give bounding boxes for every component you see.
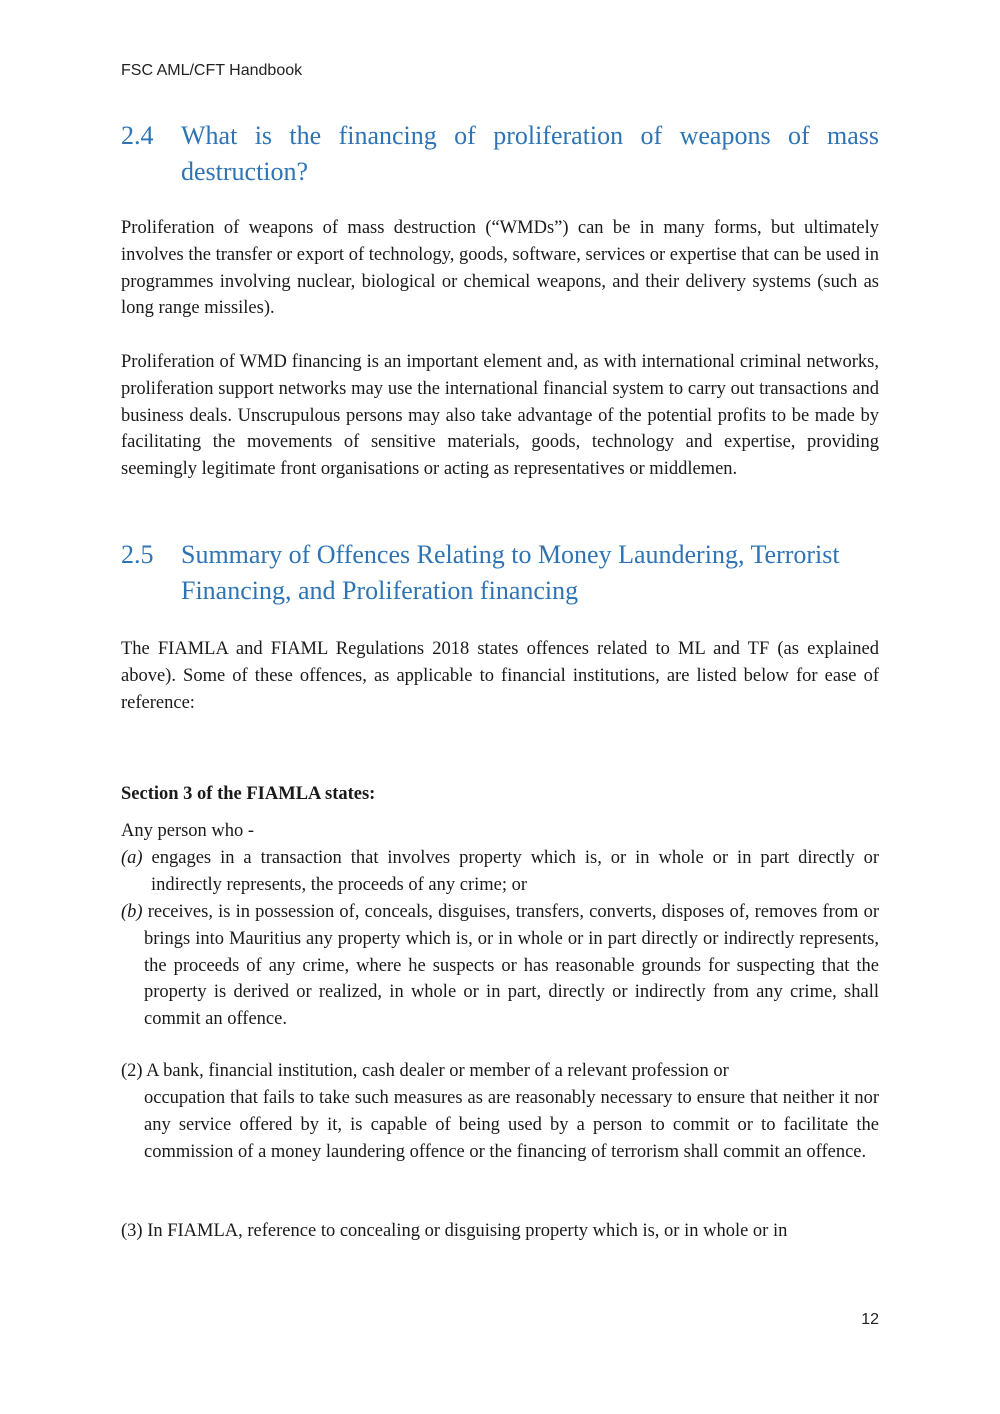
fiamla-section-heading: Section 3 of the FIAMLA states:: [121, 784, 376, 804]
fiamla-subsection-3: (3) In FIAMLA, reference to concealing or disguising property which is, or in whole or in: [121, 1221, 788, 1241]
item-label: (b): [121, 902, 143, 922]
item-text: engages in a transaction that involves property which is, or in whole or in part directly or indirectly represents, the proceeds of any crime; or: [142, 848, 879, 895]
fiamla-item-a: [121, 845, 879, 899]
page-number: 12: [861, 1311, 879, 1328]
section-number: 2.4: [121, 121, 154, 150]
fiamla-item-b: [121, 899, 879, 1033]
paragraph-wmd-financing: Proliferation of WMD financing is an important element and, as with international criminal networks, proliferation support networks may use the international financial system to carry out transactions and business deals. Unscrupulous persons may also take advantage of the potential profits to be made by facilitating the movements of sensitive materials, goods, technology and expertise, providing seemingly legitimate front organisations or acting as representatives or middlemen.: [121, 352, 879, 480]
section-heading-2-4: [121, 118, 879, 190]
paragraph-offences-intro: The FIAMLA and FIAML Regulations 2018 states offences related to ML and TF (as explained above). Some of these offences, as applicable to financial institutions, are listed below for ease of reference:: [121, 639, 879, 713]
section-title: Summary of Offences Relating to Money Laundering, Terrorist Financing, and Proliferation financing: [181, 540, 840, 605]
running-header: FSC AML/CFT Handbook: [121, 62, 303, 79]
section-heading-2-5: [121, 537, 879, 609]
section-number: 2.5: [121, 540, 154, 569]
item-label: (a): [121, 848, 143, 868]
paragraph-wmd-definition: Proliferation of weapons of mass destruction (“WMDs”) can be in many forms, but ultimately involves the transfer or export of technology, goods, software, services or expertise that can be used in programmes involving nuclear, biological or chemical weapons, and their delivery systems (such as long range missiles).: [121, 218, 879, 319]
fiamla-lead: Any person who -: [121, 821, 255, 841]
section-title: What is the financing of proliferation of weapons of mass destruction?: [181, 121, 879, 186]
fiamla-subsection-2-first-line: (2) A bank, financial institution, cash dealer or member of a relevant profession or: [121, 1061, 729, 1081]
item-text: receives, is in possession of, conceals, disguises, transfers, converts, disposes of, removes from or brings into Mauritius any property which is, or in whole or in part directly or indirectly represents, the proceeds of any crime, where he suspects or has reasonable grounds for suspecting that the property is derived or realized, in whole or in part, directly or indirectly from any crime, shall commit an offence.: [142, 902, 879, 1030]
fiamla-subsection-2-text: occupation that fails to take such measures as are reasonably necessary to ensure that neither it nor any service offered by it, is capable of being used by a person to commit or to facilitate the commission of a money laundering offence or the financing of terrorism shall commit an offence.: [144, 1088, 879, 1162]
